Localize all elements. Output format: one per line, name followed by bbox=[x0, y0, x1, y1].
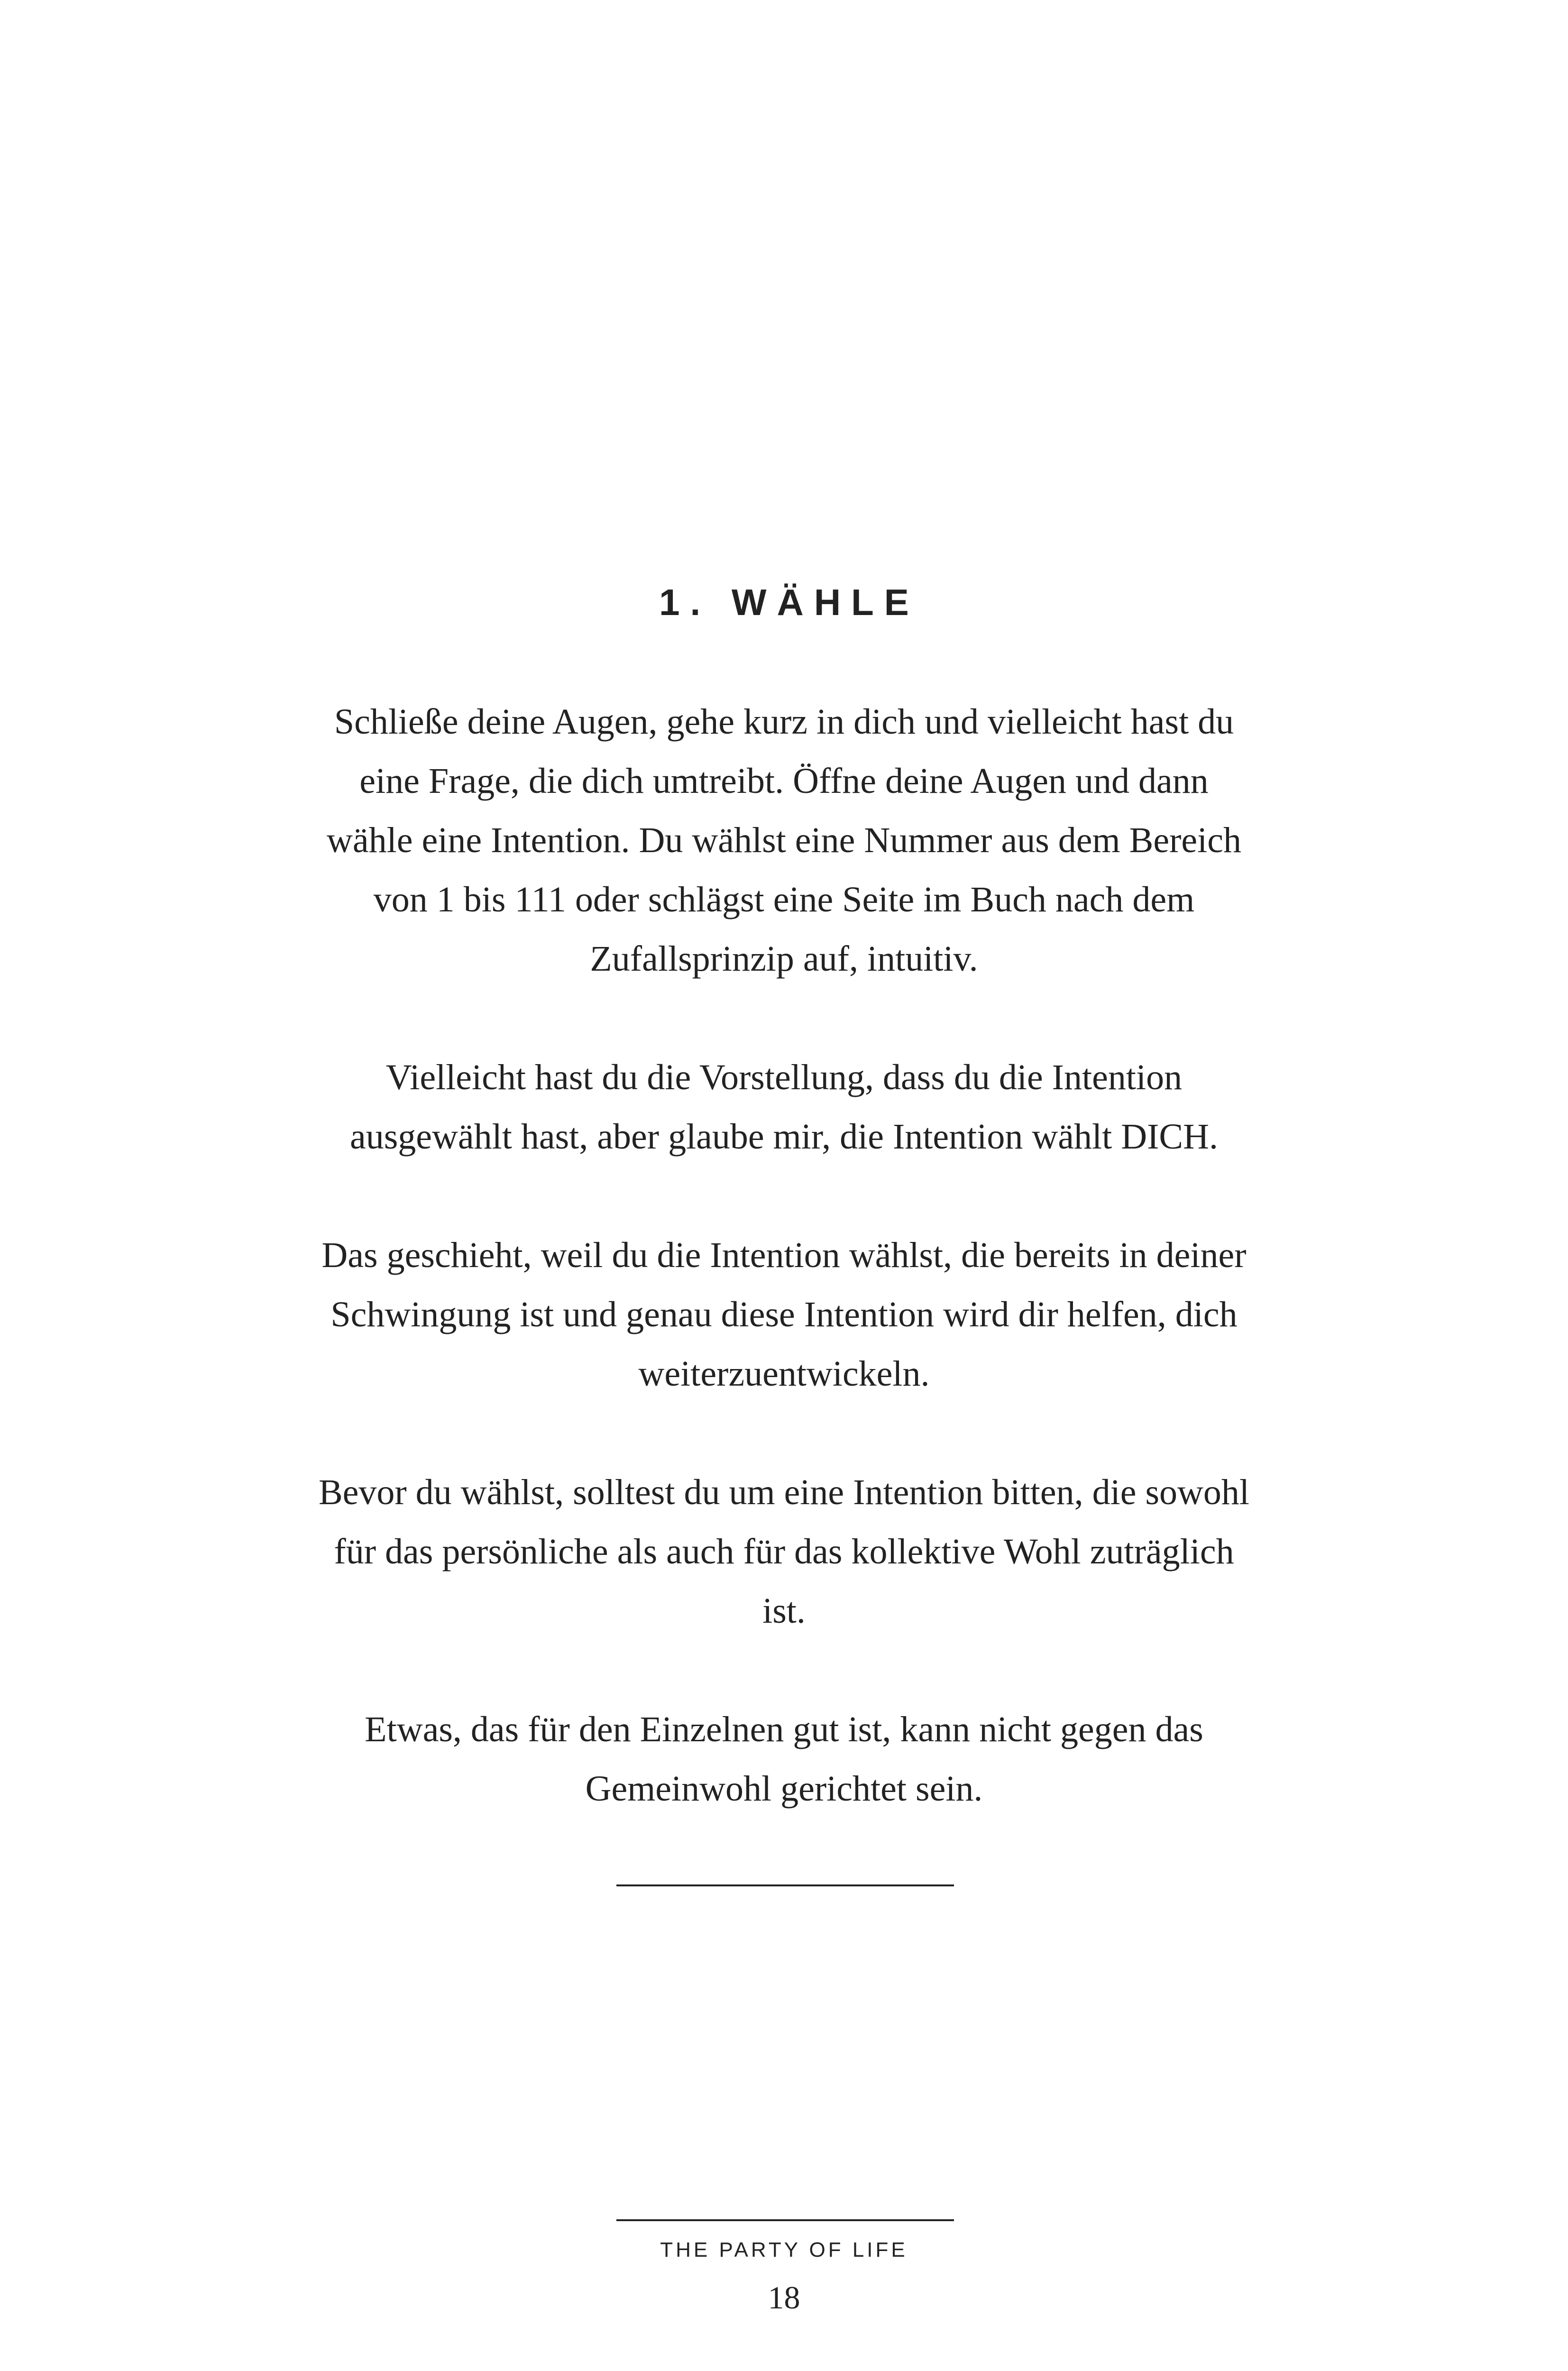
paragraph: Bevor du wählst, solltest du um eine Intention bitten, die sowohl für das persönliche als auch für das kollektive Wohl zuträglich ist. bbox=[318, 1472, 1250, 1631]
running-title: THE PARTY OF LIFE bbox=[660, 2238, 908, 2261]
page-number: 18 bbox=[768, 2279, 800, 2316]
body-text bbox=[190, 692, 1378, 1819]
paragraph: Etwas, das für den Einzelnen gut ist, kann nicht gegen das Gemeinwohl gerichtet sein. bbox=[365, 1709, 1203, 1809]
paragraph: Vielleicht hast du die Vorstellung, dass du die Intention ausgewählt hast, aber glaube mir, die Intention wählt DICH. bbox=[349, 1057, 1218, 1157]
paragraph: Das geschieht, weil du die Intention wählst, die bereits in deiner Schwingung ist und genau diese Intention wird dir helfen, dich weiterzuentwickeln. bbox=[321, 1235, 1247, 1394]
footer-divider bbox=[616, 2219, 954, 2221]
section-heading: 1. WÄHLE bbox=[659, 581, 919, 623]
paragraph: Schließe deine Augen, gehe kurz in dich und vielleicht hast du eine Frage, die dich umtreibt. Öffne deine Augen und dann wähle eine Intention. Du wählst eine Nummer aus dem Bereich von 1 bis 111 oder schlägst eine Seite im Buch nach dem Zufallsprinzip auf, intuitiv. bbox=[327, 702, 1241, 979]
section-divider bbox=[616, 1884, 954, 1886]
